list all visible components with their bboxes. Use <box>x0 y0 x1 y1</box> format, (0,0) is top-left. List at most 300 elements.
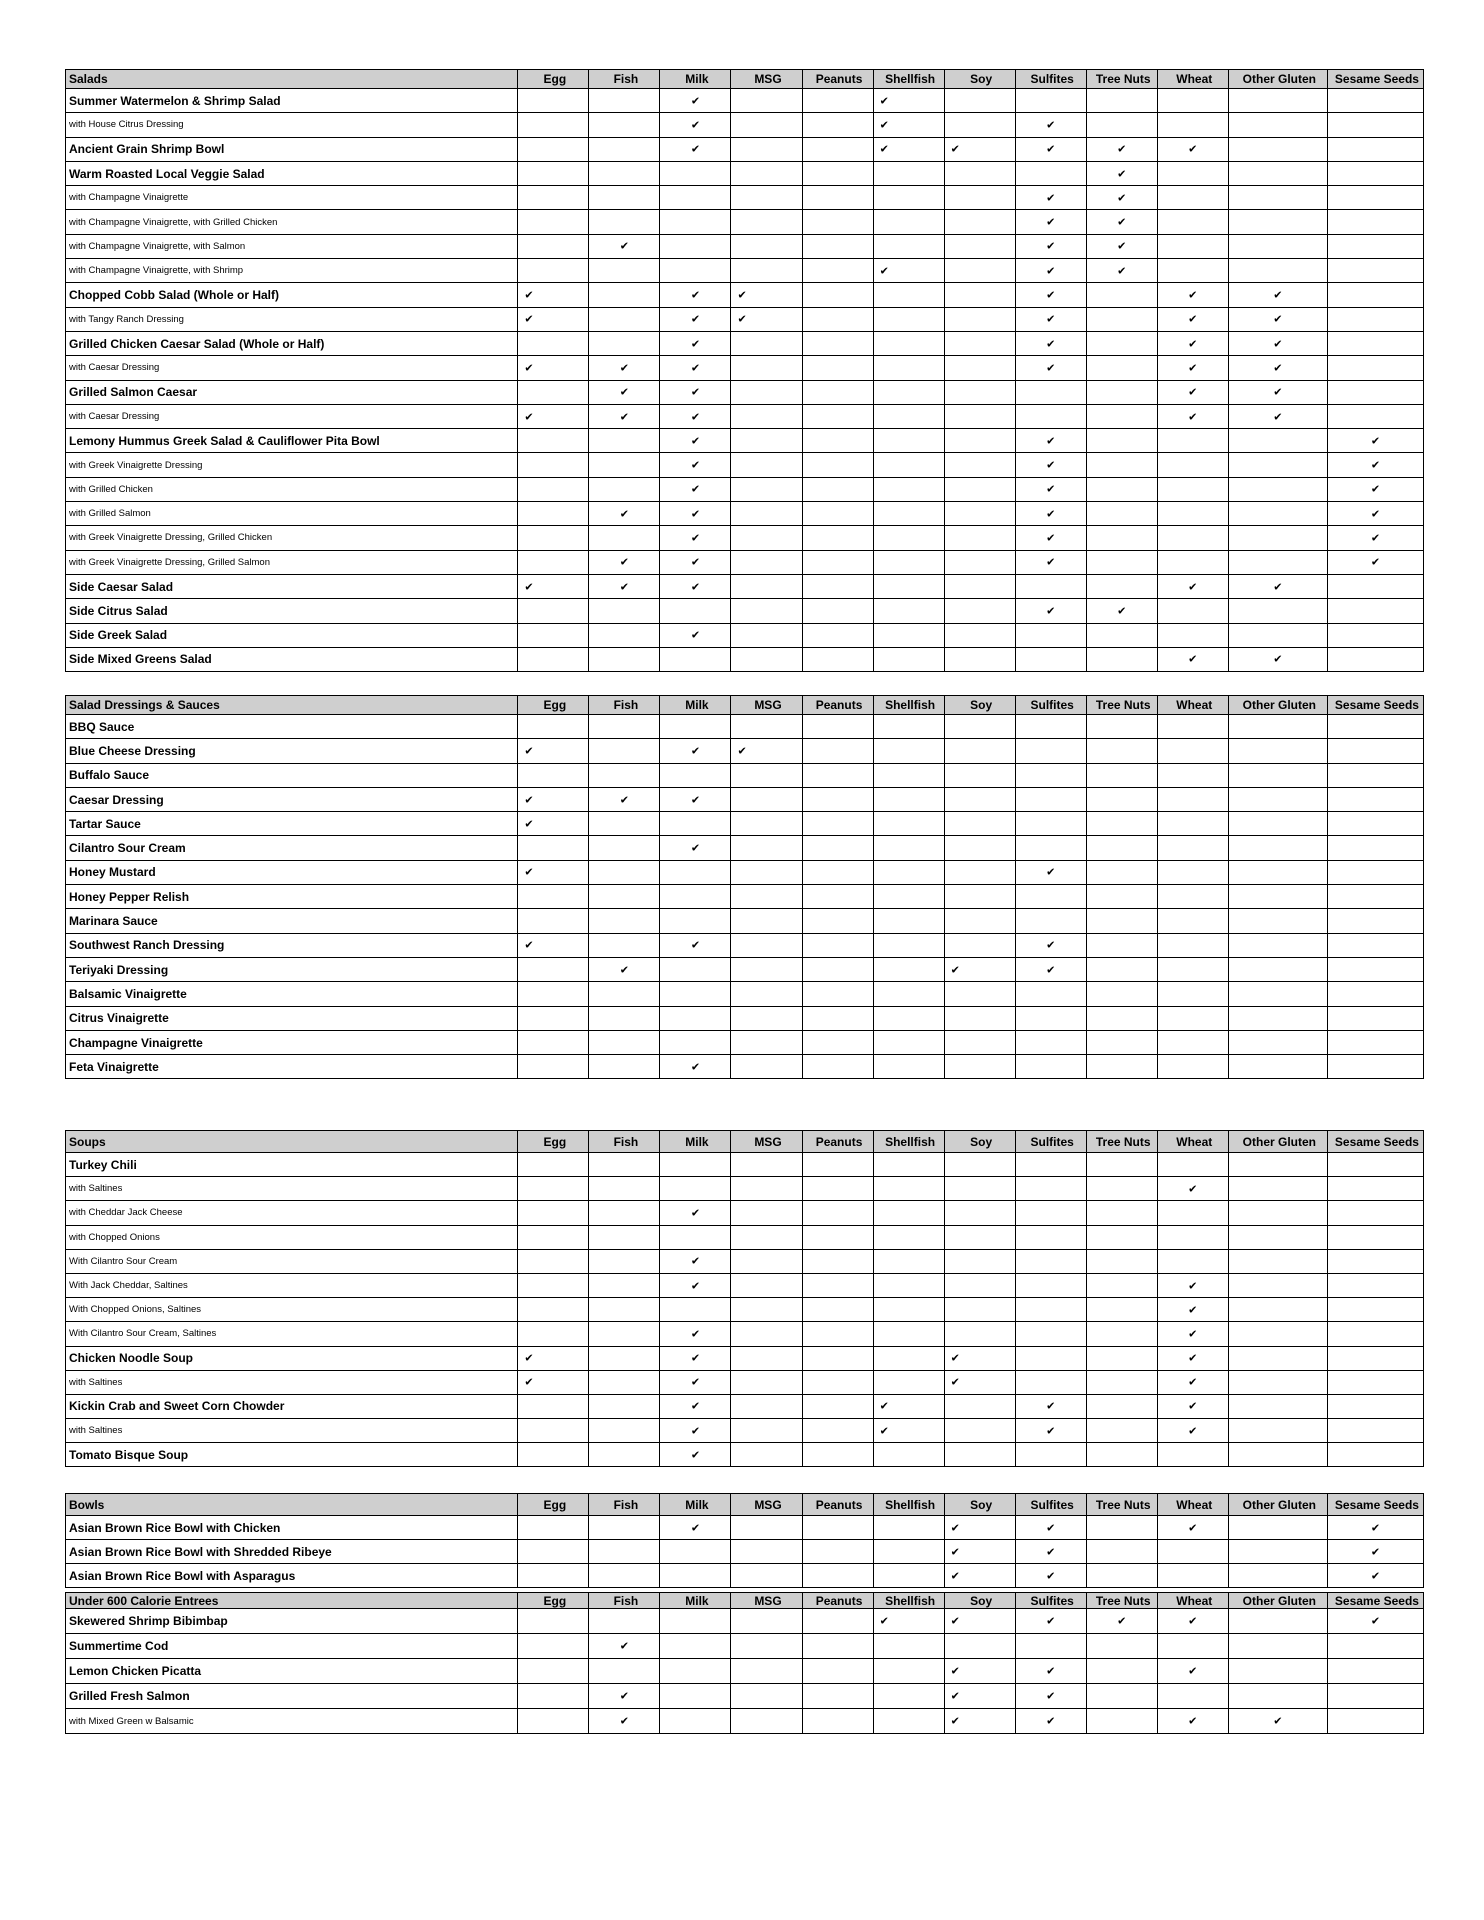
allergen-cell <box>660 1006 731 1030</box>
check-icon: ✔ <box>950 1569 960 1582</box>
allergen-cell <box>518 210 589 234</box>
allergen-cell <box>518 380 589 404</box>
item-name: with Greek Vinaigrette Dressing, Grilled Salmon <box>66 550 518 574</box>
allergen-cell <box>1015 836 1086 860</box>
item-name: with Champagne Vinaigrette, with Shrimp <box>66 259 518 283</box>
allergen-cell <box>731 1634 802 1659</box>
check-icon: ✔ <box>690 628 701 642</box>
allergen-cell <box>731 477 802 501</box>
check-icon: ✔ <box>1188 410 1198 423</box>
check-icon: ✔ <box>1188 1279 1198 1293</box>
allergen-cell <box>1086 234 1157 258</box>
column-header: Egg <box>518 1131 589 1153</box>
allergen-cell <box>1228 1659 1327 1684</box>
item-name: Skewered Shrimp Bibimbap <box>66 1609 518 1634</box>
allergen-cell <box>1228 307 1327 331</box>
column-header: Sesame Seeds <box>1327 1131 1423 1153</box>
allergen-cell <box>873 356 944 380</box>
allergen-cell <box>518 356 589 380</box>
item-name: Lemon Chicken Picatta <box>66 1659 518 1684</box>
column-header: Fish <box>589 1593 660 1609</box>
allergen-cell <box>1327 1006 1423 1030</box>
allergen-cell <box>518 477 589 501</box>
allergen-cell <box>518 1225 589 1249</box>
allergen-cell <box>1157 1055 1228 1079</box>
item-name: Teriyaki Dressing <box>66 957 518 981</box>
allergen-cell <box>1157 957 1228 981</box>
allergen-cell <box>660 380 731 404</box>
allergen-cell <box>944 1177 1015 1201</box>
allergen-cell <box>802 1659 873 1684</box>
allergen-cell <box>518 89 589 113</box>
check-icon: ✔ <box>1117 1614 1127 1628</box>
allergen-table-2 <box>65 1130 1424 1467</box>
allergen-cell <box>1015 186 1086 210</box>
column-header: Sesame Seeds <box>1327 1593 1423 1609</box>
allergen-cell <box>802 404 873 428</box>
allergen-cell <box>589 1322 660 1346</box>
column-header: Peanuts <box>802 1131 873 1153</box>
allergen-cell <box>802 982 873 1006</box>
item-name: with Caesar Dressing <box>66 404 518 428</box>
allergen-cell <box>518 161 589 185</box>
column-header: Milk <box>660 696 731 715</box>
allergen-cell <box>944 957 1015 981</box>
allergen-cell <box>802 1684 873 1709</box>
allergen-cell <box>1327 356 1423 380</box>
allergen-cell <box>731 1659 802 1684</box>
allergen-cell <box>1228 1370 1327 1394</box>
allergen-cell <box>1157 283 1228 307</box>
allergen-cell <box>1086 1516 1157 1540</box>
allergen-cell <box>731 186 802 210</box>
allergen-cell <box>1015 1177 1086 1201</box>
allergen-cell <box>1015 1659 1086 1684</box>
table-row <box>66 307 1424 331</box>
column-header: MSG <box>731 1131 802 1153</box>
allergen-cell <box>873 429 944 453</box>
allergen-cell <box>1015 1634 1086 1659</box>
allergen-cell <box>1015 331 1086 355</box>
allergen-cell <box>1327 550 1423 574</box>
check-icon: ✔ <box>1117 215 1127 229</box>
allergen-cell <box>1228 1055 1327 1079</box>
item-name: Cilantro Sour Cream <box>66 836 518 860</box>
allergen-cell <box>1157 429 1228 453</box>
allergen-cell <box>802 380 873 404</box>
table-row <box>66 1540 1424 1564</box>
column-header: Other Gluten <box>1228 70 1327 89</box>
allergen-cell <box>1327 836 1423 860</box>
allergen-cell <box>873 477 944 501</box>
allergen-cell <box>1015 933 1086 957</box>
allergen-cell <box>944 502 1015 526</box>
allergen-cell <box>731 234 802 258</box>
allergen-cell <box>944 477 1015 501</box>
allergen-cell <box>731 885 802 909</box>
check-icon: ✔ <box>1046 361 1056 375</box>
check-icon: ✔ <box>1046 142 1056 156</box>
check-icon: ✔ <box>1188 1424 1198 1438</box>
check-icon: ✔ <box>879 264 889 278</box>
allergen-cell <box>518 1322 589 1346</box>
allergen-cell <box>660 1225 731 1249</box>
allergen-cell <box>1157 647 1228 671</box>
allergen-cell <box>944 429 1015 453</box>
check-icon: ✔ <box>1273 361 1283 375</box>
column-header: Wheat <box>1157 696 1228 715</box>
item-name: with House Citrus Dressing <box>66 113 518 137</box>
allergen-cell <box>731 1684 802 1709</box>
allergen-cell <box>944 574 1015 598</box>
check-icon: ✔ <box>619 385 629 399</box>
allergen-cell <box>802 186 873 210</box>
allergen-cell <box>1015 550 1086 574</box>
allergen-cell <box>660 763 731 787</box>
table-row <box>66 1273 1424 1297</box>
table-row <box>66 259 1424 283</box>
allergen-cell <box>802 477 873 501</box>
allergen-cell <box>518 1201 589 1225</box>
allergen-cell <box>660 1177 731 1201</box>
allergen-cell <box>873 1709 944 1734</box>
allergen-cell <box>589 909 660 933</box>
section-title: Bowls <box>66 1494 518 1516</box>
table-row <box>66 909 1424 933</box>
allergen-cell <box>660 283 731 307</box>
allergen-cell <box>1327 113 1423 137</box>
allergen-cell <box>802 739 873 763</box>
allergen-cell <box>660 404 731 428</box>
item-name: Tartar Sauce <box>66 812 518 836</box>
allergen-cell <box>589 502 660 526</box>
column-header: Sulfites <box>1015 1593 1086 1609</box>
allergen-cell <box>1015 1346 1086 1370</box>
allergen-cell <box>1157 1443 1228 1467</box>
allergen-cell <box>802 429 873 453</box>
allergen-cell <box>1327 763 1423 787</box>
allergen-cell <box>944 1249 1015 1273</box>
allergen-cell <box>518 283 589 307</box>
allergen-cell <box>589 283 660 307</box>
allergen-cell <box>1327 259 1423 283</box>
column-header: Wheat <box>1157 1131 1228 1153</box>
allergen-cell <box>1157 234 1228 258</box>
check-icon: ✔ <box>524 410 534 423</box>
allergen-cell <box>1086 1370 1157 1394</box>
allergen-cell <box>660 1516 731 1540</box>
allergen-cell <box>589 1516 660 1540</box>
allergen-cell <box>660 1153 731 1177</box>
allergen-cell <box>589 739 660 763</box>
check-icon: ✔ <box>524 817 534 831</box>
allergen-cell <box>944 1609 1015 1634</box>
column-header: Sulfites <box>1015 1131 1086 1153</box>
table-row <box>66 89 1424 113</box>
allergen-cell <box>1086 599 1157 623</box>
allergen-cell <box>802 1249 873 1273</box>
allergen-cell <box>660 210 731 234</box>
allergen-cell <box>1086 909 1157 933</box>
item-name: Champagne Vinaigrette <box>66 1030 518 1054</box>
allergen-cell <box>518 1709 589 1734</box>
item-name: Asian Brown Rice Bowl with Asparagus <box>66 1564 518 1588</box>
allergen-cell <box>1228 186 1327 210</box>
item-name: Feta Vinaigrette <box>66 1055 518 1079</box>
allergen-cell <box>1015 763 1086 787</box>
check-icon: ✔ <box>1046 337 1056 351</box>
allergen-cell <box>802 1634 873 1659</box>
allergen-cell <box>660 860 731 884</box>
item-name: Balsamic Vinaigrette <box>66 982 518 1006</box>
item-name: Summer Watermelon & Shrimp Salad <box>66 89 518 113</box>
column-header: Shellfish <box>873 1494 944 1516</box>
allergen-cell <box>518 1419 589 1443</box>
allergen-cell <box>1157 259 1228 283</box>
allergen-cell <box>731 933 802 957</box>
column-header: Other Gluten <box>1228 696 1327 715</box>
allergen-cell <box>873 283 944 307</box>
allergen-cell <box>1157 453 1228 477</box>
allergen-cell <box>873 1225 944 1249</box>
check-icon: ✔ <box>1370 531 1381 545</box>
allergen-cell <box>731 957 802 981</box>
table-row <box>66 453 1424 477</box>
table-row <box>66 550 1424 574</box>
allergen-cell <box>802 715 873 739</box>
allergen-cell <box>944 599 1015 623</box>
allergen-cell <box>1086 307 1157 331</box>
check-icon: ✔ <box>1117 142 1127 156</box>
column-header: Sulfites <box>1015 70 1086 89</box>
allergen-cell <box>518 1634 589 1659</box>
allergen-cell <box>1327 1709 1423 1734</box>
table-row <box>66 647 1424 671</box>
column-header: Tree Nuts <box>1086 70 1157 89</box>
allergen-table-1 <box>65 695 1424 1079</box>
check-icon: ✔ <box>690 385 701 399</box>
allergen-cell <box>802 210 873 234</box>
check-icon: ✔ <box>950 1521 960 1534</box>
allergen-cell <box>660 1709 731 1734</box>
check-icon: ✔ <box>1273 410 1283 423</box>
check-icon: ✔ <box>1046 239 1056 253</box>
allergen-cell <box>944 982 1015 1006</box>
allergen-cell <box>944 550 1015 574</box>
check-icon: ✔ <box>524 580 534 594</box>
check-icon: ✔ <box>737 744 747 758</box>
column-header: Sesame Seeds <box>1327 696 1423 715</box>
check-icon: ✔ <box>690 1206 701 1220</box>
allergen-cell <box>1086 623 1157 647</box>
allergen-cell <box>944 623 1015 647</box>
allergen-cell <box>518 787 589 811</box>
table-header-row <box>66 70 1424 89</box>
allergen-cell <box>1157 1540 1228 1564</box>
allergen-cell <box>660 1684 731 1709</box>
allergen-cell <box>731 1055 802 1079</box>
allergen-cell <box>1157 1030 1228 1054</box>
column-header: Sesame Seeds <box>1327 1494 1423 1516</box>
allergen-cell <box>1157 186 1228 210</box>
table-row <box>66 331 1424 355</box>
allergen-cell <box>1327 1634 1423 1659</box>
allergen-cell <box>1228 356 1327 380</box>
allergen-cell <box>518 404 589 428</box>
allergen-cell <box>589 1298 660 1322</box>
allergen-cell <box>802 1540 873 1564</box>
allergen-cell <box>1327 429 1423 453</box>
allergen-cell <box>1327 1055 1423 1079</box>
allergen-cell <box>589 1273 660 1297</box>
allergen-cell <box>873 453 944 477</box>
item-name: Grilled Chicken Caesar Salad (Whole or Half) <box>66 331 518 355</box>
section-title: Soups <box>66 1131 518 1153</box>
allergen-cell <box>944 1709 1015 1734</box>
check-icon: ✔ <box>1188 1375 1198 1389</box>
allergen-cell <box>1157 982 1228 1006</box>
table-row <box>66 885 1424 909</box>
check-icon: ✔ <box>690 410 701 423</box>
allergen-cell <box>731 429 802 453</box>
allergen-cell <box>1086 356 1157 380</box>
allergen-cell <box>731 623 802 647</box>
allergen-cell <box>944 259 1015 283</box>
allergen-cell <box>731 1419 802 1443</box>
allergen-cell <box>1228 860 1327 884</box>
allergen-cell <box>1327 599 1423 623</box>
allergen-cell <box>1327 1394 1423 1418</box>
allergen-cell <box>944 1006 1015 1030</box>
allergen-cell <box>1327 186 1423 210</box>
allergen-cell <box>873 1684 944 1709</box>
allergen-cell <box>802 836 873 860</box>
table-row <box>66 526 1424 550</box>
allergen-cell <box>802 1030 873 1054</box>
allergen-cell <box>518 1443 589 1467</box>
allergen-cell <box>1228 502 1327 526</box>
allergen-cell <box>518 812 589 836</box>
table-row <box>66 574 1424 598</box>
column-header: Soy <box>944 70 1015 89</box>
allergen-cell <box>1228 1346 1327 1370</box>
check-icon: ✔ <box>524 288 534 302</box>
item-name: Grilled Fresh Salmon <box>66 1684 518 1709</box>
allergen-cell <box>660 429 731 453</box>
check-icon: ✔ <box>619 507 629 521</box>
allergen-cell <box>1228 1540 1327 1564</box>
allergen-cell <box>1327 210 1423 234</box>
allergen-cell <box>731 550 802 574</box>
allergen-cell <box>1228 1153 1327 1177</box>
allergen-cell <box>518 1516 589 1540</box>
allergen-cell <box>1086 1201 1157 1225</box>
allergen-cell <box>1086 860 1157 884</box>
allergen-cell <box>1228 1249 1327 1273</box>
allergen-cell <box>518 550 589 574</box>
allergen-cell <box>518 1249 589 1273</box>
item-name: Caesar Dressing <box>66 787 518 811</box>
allergen-cell <box>1086 283 1157 307</box>
allergen-cell <box>589 1540 660 1564</box>
allergen-cell <box>731 860 802 884</box>
allergen-cell <box>1228 113 1327 137</box>
allergen-cell <box>873 234 944 258</box>
allergen-cell <box>1228 1030 1327 1054</box>
table-row <box>66 137 1424 161</box>
table-row <box>66 1006 1424 1030</box>
check-icon: ✔ <box>1370 482 1381 496</box>
allergen-cell <box>802 259 873 283</box>
allergen-cell <box>1015 1249 1086 1273</box>
check-icon: ✔ <box>1370 434 1381 448</box>
allergen-cell <box>1086 1006 1157 1030</box>
allergen-cell <box>1157 1201 1228 1225</box>
allergen-cell <box>944 137 1015 161</box>
allergen-cell <box>1157 113 1228 137</box>
allergen-cell <box>1086 550 1157 574</box>
allergen-cell <box>944 1030 1015 1054</box>
allergen-cell <box>731 715 802 739</box>
check-icon: ✔ <box>1046 531 1056 545</box>
allergen-cell <box>1157 331 1228 355</box>
allergen-cell <box>944 1516 1015 1540</box>
allergen-cell <box>660 739 731 763</box>
allergen-cell <box>944 1370 1015 1394</box>
allergen-cell <box>518 1564 589 1588</box>
allergen-cell <box>589 1659 660 1684</box>
allergen-cell <box>802 234 873 258</box>
allergen-cell <box>518 1659 589 1684</box>
check-icon: ✔ <box>524 865 534 879</box>
check-icon: ✔ <box>950 963 960 977</box>
allergen-cell <box>1327 380 1423 404</box>
column-header: Soy <box>944 1131 1015 1153</box>
column-header: Sulfites <box>1015 1494 1086 1516</box>
item-name: Side Citrus Salad <box>66 599 518 623</box>
allergen-cell <box>589 429 660 453</box>
item-name: Marinara Sauce <box>66 909 518 933</box>
column-header: Fish <box>589 1494 660 1516</box>
allergen-cell <box>944 210 1015 234</box>
allergen-cell <box>1327 1298 1423 1322</box>
allergen-cell <box>589 1346 660 1370</box>
allergen-cell <box>1157 812 1228 836</box>
check-icon: ✔ <box>1046 555 1056 569</box>
check-icon: ✔ <box>524 938 534 952</box>
allergen-cell <box>1015 860 1086 884</box>
check-icon: ✔ <box>619 239 629 253</box>
allergen-cell <box>1157 1709 1228 1734</box>
allergen-cell <box>873 550 944 574</box>
allergen-cell <box>1086 89 1157 113</box>
check-icon: ✔ <box>690 1424 701 1438</box>
allergen-cell <box>1157 599 1228 623</box>
section-title: Under 600 Calorie Entrees <box>66 1593 518 1609</box>
column-header: Wheat <box>1157 1593 1228 1609</box>
allergen-cell <box>1086 1249 1157 1273</box>
allergen-cell <box>1157 1322 1228 1346</box>
allergen-cell <box>1327 526 1423 550</box>
allergen-cell <box>873 380 944 404</box>
allergen-cell <box>1086 453 1157 477</box>
allergen-cell <box>802 453 873 477</box>
allergen-cell <box>802 1055 873 1079</box>
allergen-table-3 <box>65 1493 1424 1588</box>
allergen-cell <box>731 1249 802 1273</box>
column-header: Milk <box>660 70 731 89</box>
allergen-cell <box>731 113 802 137</box>
